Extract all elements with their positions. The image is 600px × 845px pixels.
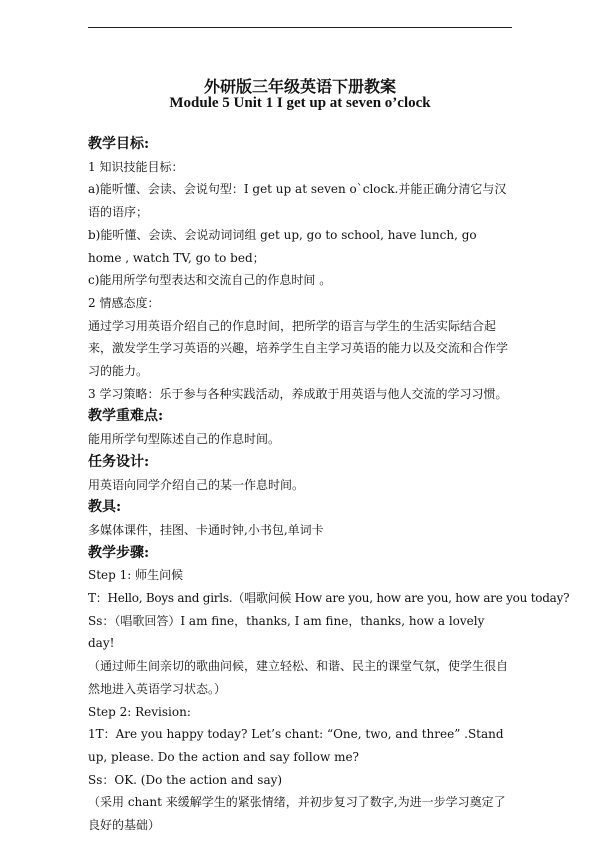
task-text: 用英语向同学介绍自己的某一作息时间。 (88, 477, 305, 492)
tools-heading: 教具: (88, 499, 122, 516)
document-body (88, 133, 570, 837)
step-2-note: （采用 chant 来缓解学生的紧张情绪，并初步复习了数字,为进一步学习奠定了良好的基础） (88, 795, 506, 833)
objective-3-text: 3 学习策略：乐于参与各种实践活动，养成敢于用英语与他人交流的学习习惯。 (88, 386, 508, 401)
step-2-title: Step 2: Revision: (88, 704, 191, 719)
objective-2-text: 通过学习用英语介绍自己的作息时间，把所学的语言与学生的生活实际结合起来，激发学生学习英语的兴趣，培养学生自主学习英语的能力以及交流和合作学习的能力。 (88, 318, 509, 379)
objective-1c: c)能用所学句型表达和交流自己的作息时间 。 (88, 273, 332, 288)
step-1-note: （通过师生间亲切的歌曲问候，建立轻松、和谐、民主的课堂气氛，使学生很自然地进入英语学习状态。） (88, 659, 509, 696)
tools-text: 多媒体课件，挂图、卡通时钟,小书包,单词卡 (88, 522, 324, 537)
step-1-students: Ss：（唱歌回答）I am fine，thanks, I am fine，thanks, how a lovely day! (88, 613, 485, 651)
step-1-title: Step 1: 师生问候 (88, 568, 184, 583)
objective-1a: a)能听懂、会读、会说句型：I get up at seven o`clock.并能正确分清它与汉语的语序； (88, 182, 507, 220)
header-rule (88, 27, 512, 28)
objective-1-heading: 1 知识技能目标： (88, 159, 184, 174)
step-2-students: Ss：OK. (Do the action and say) (88, 772, 283, 787)
task-heading: 任务设计: (88, 453, 150, 470)
title-english: Module 5 Unit 1 I get up at seven o’clock (169, 95, 431, 111)
step-1-teacher: T：Hello, Boys and girls.（唱歌问候 How are you, how are you, how are you today? (88, 591, 570, 606)
objective-1b: b)能听懂、会读、会说动词词组 get up, go to school, have lunch, go home , watch TV, go to bed； (88, 227, 477, 265)
steps-heading: 教学步骤: (88, 544, 150, 561)
objectives-heading: 教学目标: (88, 136, 150, 152)
title-chinese: 外研版三年级英语下册教案 (203, 77, 396, 96)
objective-2-heading: 2 情感态度： (88, 295, 160, 310)
difficulty-text: 能用所学句型陈述自己的作息时间。 (88, 432, 281, 447)
difficulty-heading: 教学重难点: (88, 408, 164, 425)
step-2-teacher: 1T：Are you happy today? Let’s chant: “One, two, and three” .Stand up, please. Do the action and say follow me? (88, 727, 504, 764)
